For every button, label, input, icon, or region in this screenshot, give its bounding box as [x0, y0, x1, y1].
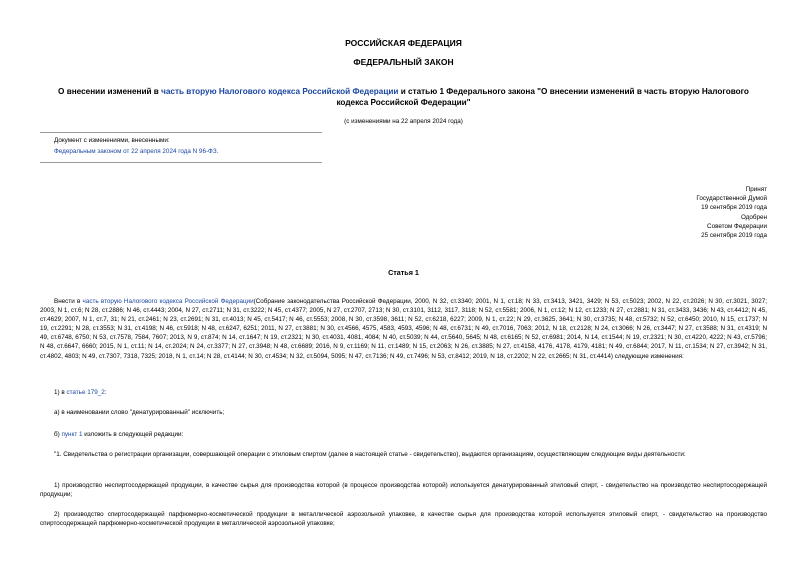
- article-paragraph: [54, 388, 781, 397]
- adoption-line: 25 сентября 2019 года: [701, 232, 767, 240]
- adoption-line: Государственной Думой: [696, 195, 767, 203]
- amendments-label: Документ с изменениями, внесенными:: [54, 137, 170, 144]
- amending-law-link[interactable]: Федеральным законом от 22 апреля 2024 года N 96-ФЗ.: [54, 148, 219, 155]
- paragraph-suffix: :: [104, 389, 107, 396]
- adoption-line: 19 сентября 2019 года: [701, 204, 767, 212]
- article-heading: Статья 1: [388, 268, 419, 277]
- article-paragraph: а) в наименовании слово "денатурированный" исключить;: [54, 409, 225, 416]
- adoption-line: Одобрен: [740, 213, 767, 221]
- title-middle: и статью 1 Федерального закона "О внесении изменений в часть вторую Налогового кодекса Российской Федерации": [336, 87, 749, 107]
- paragraph-prefix: 1) в: [54, 389, 67, 396]
- paragraph-prefix: б): [54, 431, 62, 438]
- article-paragraph: [54, 430, 781, 439]
- article-paragraph: [40, 297, 767, 361]
- article-paragraph: 1) производство неспиртосодержащей продукции, в качестве сырья для производства которой (в процессе производства которой) используется денатурированный этиловый спирт, - свидетельство на производство неспиртосодержащей продукции;: [40, 482, 767, 499]
- paragraph-prefix: Внести в: [54, 298, 83, 305]
- adoption-block: [567, 185, 767, 240]
- paragraph-suffix: изложить в следующей редакции:: [82, 431, 184, 438]
- adoption-line: Принят: [745, 186, 767, 193]
- amendments-box: [40, 132, 322, 163]
- title-prefix: О внесении изменений в: [58, 87, 162, 96]
- document-title: [50, 86, 757, 108]
- country-heading: РОССИЙСКАЯ ФЕДЕРАЦИЯ: [345, 38, 462, 48]
- revision-note: (с изменениями на 22 апреля 2024 года): [344, 118, 463, 125]
- article-paragraph: 2) производство спиртосодержащей парфюмерно-косметической продукции в металлической аэрозольной упаковке, в качестве сырья для производства которой используется этиловый спирт, - свидетельство на производство спиртосодержащей парфюмерно-косметической продукции в металлической аэрозольной упаковке;: [40, 511, 767, 528]
- tax-code-link[interactable]: часть вторую Налогового кодекса Российской Федерации: [161, 87, 399, 96]
- adoption-line: Советом Федерации: [707, 222, 767, 230]
- law-type-heading: ФЕДЕРАЛЬНЫЙ ЗАКОН: [353, 57, 454, 67]
- paragraph-text: (Собрание законодательства Российской Федерации, 2000, N 32, ст.3340; 2001, N 1, ст.18; N 33, ст.3413, 3421, 3429; N 53, ст.5023; 2002, N 22, ст.2026; N 30, ст.3021, 3027; 2003, N 1, ст.6; N 28, ст.2886; N 46, ст.4443; 2004, N 27, ст.2711; N 31, ст.3222; N 45, ст.4377; 2005, N 27, ст.2707, 2713; N 30, ст.3101, 3112, 3117, 3118; N 52, ст.5581; 2006, N 1, ст.12; N 12, ст.1233; N 27, ст.2881; N 31, ст.3433, 3436; N 43, ст.4412; N 45, ст.4629; 2007, N 1, ст.7, 31; N 21, ст.2461; N 23, ст.2691; N 31, ст.4013; N 45, ст.5417; N 46, ст.5553; 2008, N 30, ст.3598, 3611; N 52, ст.6218, 6227; 2009, N 1, ст.22; N 29, ст.3625, 3641; N 30, ст.3735; N 48, ст.5732; N 52, ст.6450; 2010, N 15, ст.1737; N 19, ст.2291; N 28, ст.3553; N 31, ст.4198; N 46, ст.5918; N 48, ст.6247, 6251; 2011, N 27, ст.3881; N 30, ст.4566, 4575, 4583, 4593, 4596; N 48, ст.6731; N 49, ст.7016, 7063; 2012, N 18, ст.2128; N 24, ст.3066; N 26, ст.3447; N 27, ст.3588; N 31, ст.4319; N 49, ст.6748, 6750; N 53, ст.7578, 7584, 7607; 2013, N 9, ст.874; N 14, ст.1647; N 19, ст.2321; N 30, ст.4031, 4081, 4084; N 40, ст.5039; N 44, ст.5640, 5645; N 48, ст.6165; N 52, ст.6981; 2014, N 14, ст.1544; N 19, ст.2321; N 30, ст.4220, 4222; N 43, ст.5796; N 48, ст.6647, 6660; 2015, N 1, ст.11; N 14, ст.2024; N 24, ст.3377; N 27, ст.3948; N 48, ст.6689; 2016, N 9, ст.1169; N 11, ст.1489; N 15, ст.2063; N 26, ст.3885; N 27, ст.4158, 4176, 4178, 4179, 4181; N 49, ст.6844; 2017, N 11, ст.1534; N 27, ст.3942; N 31, ст.4802, 4803; N 49, ст.7307, 7318, 7325; 2018, N 1, ст.14; N 28, ст.4144; N 30, ст.4534; N 32, ст.5094, 5095; N 47, ст.7136; N 49, ст.7496; N 53, ст.8412; 2019, N 18, ст.2202; N 22, ст.2665; N 31, ст.4414) следующие изменения:: [40, 298, 767, 360]
- tax-code-part2-link[interactable]: часть вторую Налогового кодекса Российской Федерации: [82, 298, 254, 305]
- article-179-2-link[interactable]: статье 179_2: [66, 389, 105, 396]
- clause-1-link[interactable]: пункт 1: [61, 431, 83, 438]
- article-paragraph: "1. Свидетельства о регистрации организации, совершающей операции с этиловым спиртом (далее в настоящей статье - свидетельство), выдаются организациям, осуществляющим следующие виды деятельности:: [54, 451, 686, 458]
